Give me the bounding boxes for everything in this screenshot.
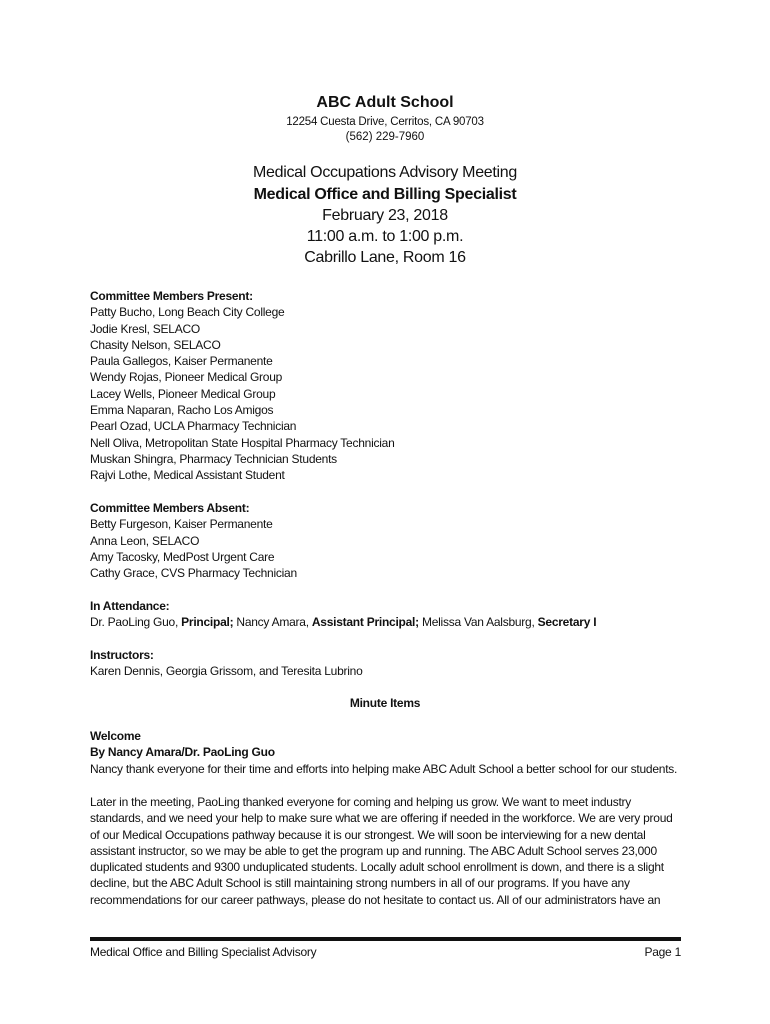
paragraph-line: of our Medical Occupations pathway because it is our strongest. We will soon be interviewing for a new dental: [90, 827, 646, 842]
members-present-heading: Committee Members Present:: [90, 289, 253, 303]
attendee-role: Assistant Principal;: [311, 615, 419, 630]
meeting-time: 11:00 a.m. to 1:00 p.m.: [306, 228, 464, 245]
paragraph-line: recommendations for our career pathways, please do not hesitate to contact us. All of our administrators have an: [90, 892, 661, 907]
paragraph-line: assistant instructor, so we may be able to get the program up and running. The ABC Adult School serves 23,000: [90, 843, 657, 858]
attendance-heading: In Attendance:: [90, 599, 170, 613]
members-absent-heading: Committee Members Absent:: [90, 501, 250, 515]
member-present-item: Pearl Ozad, UCLA Pharmacy Technician: [90, 419, 297, 434]
paragraph-line: standards, and we need your help to make sure what we are offering if needed in the workforce. We are very proud: [90, 811, 673, 826]
member-present-item: Muskan Shingra, Pharmacy Technician Students: [90, 451, 337, 466]
members-present-section: [90, 288, 690, 484]
member-present-item: Paula Gallegos, Kaiser Permanente: [90, 354, 273, 369]
school-phone: (562) 229-7960: [345, 131, 425, 143]
attendee-name: Dr. PaoLing Guo,: [90, 615, 182, 630]
attendee-name: Melissa Van Aalsburg,: [418, 615, 538, 630]
page-number: Page 1: [644, 945, 681, 959]
school-name: ABC Adult School: [316, 94, 454, 111]
paragraph-line: Later in the meeting, PaoLing thanked everyone for coming and helping us grow. We want to meet industry: [90, 795, 632, 809]
meeting-paragraph: [90, 794, 690, 908]
attendance-section: [90, 598, 690, 631]
attendee-role: Principal;: [181, 615, 234, 630]
welcome-text: Nancy thank everyone for their time and efforts into helping make ABC Adult School a better school for our students.: [90, 761, 678, 776]
attendance-line: [90, 614, 690, 630]
member-absent-item: Anna Leon, SELACO: [90, 533, 200, 548]
member-absent-item: Amy Tacosky, MedPost Urgent Care: [90, 549, 275, 564]
member-present-item: Lacey Wells, Pioneer Medical Group: [90, 386, 276, 401]
school-address: 12254 Cuesta Drive, Cerritos, CA 90703: [286, 116, 484, 128]
meeting-program: Medical Office and Billing Specialist: [253, 186, 517, 203]
meeting-date: February 23, 2018: [322, 207, 448, 224]
instructors-list: Karen Dennis, Georgia Grissom, and Teresita Lubrino: [90, 664, 363, 679]
member-present-item: Jodie Kresl, SELACO: [90, 321, 200, 336]
member-present-item: Nell Oliva, Metropolitan State Hospital Pharmacy Technician: [90, 435, 395, 450]
footer-divider: [90, 937, 681, 941]
footer-title: Medical Office and Billing Specialist Advisory: [90, 945, 317, 959]
member-absent-item: Betty Furgeson, Kaiser Permanente: [90, 517, 273, 532]
paragraph-line: decline, but the ABC Adult School is still maintaining strong numbers in all of our programs. If you have any: [90, 876, 630, 891]
attendee-name: Nancy Amara,: [233, 615, 312, 630]
attendee-role: Secretary I: [537, 615, 597, 630]
member-absent-item: Cathy Grace, CVS Pharmacy Technician: [90, 566, 297, 581]
instructors-heading: Instructors:: [90, 648, 154, 662]
member-present-item: Rajvi Lothe, Medical Assistant Student: [90, 468, 285, 483]
minute-items-heading: Minute Items: [349, 696, 421, 710]
member-present-item: Chasity Nelson, SELACO: [90, 337, 221, 352]
meeting-title: Medical Occupations Advisory Meeting: [253, 164, 517, 181]
welcome-heading: Welcome: [90, 729, 141, 743]
member-present-item: Wendy Rojas, Pioneer Medical Group: [90, 370, 283, 385]
member-present-item: Emma Naparan, Racho Los Amigos: [90, 403, 274, 418]
welcome-by: By Nancy Amara/Dr. PaoLing Guo: [90, 745, 275, 760]
meeting-location: Cabrillo Lane, Room 16: [304, 249, 466, 266]
welcome-section: [90, 728, 690, 777]
instructors-section: [90, 647, 690, 680]
paragraph-line: duplicated students and 9300 unduplicated students. Locally adult school enrollment is down, and there is a slight: [90, 860, 664, 875]
member-present-item: Patty Bucho, Long Beach City College: [90, 305, 285, 320]
members-absent-section: [90, 500, 690, 581]
